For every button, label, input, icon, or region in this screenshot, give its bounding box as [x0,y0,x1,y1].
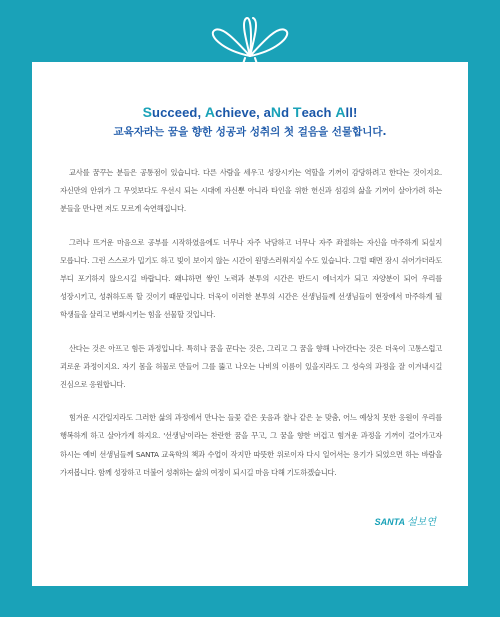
headline-word: d [281,105,293,120]
headline [32,104,468,120]
letter-body [60,164,442,497]
headline-initial: S [142,104,153,120]
letter-card [32,62,468,586]
signature-brand: SANTA [374,517,406,527]
headline-word: each [301,105,336,120]
headline-initial: T [292,104,302,120]
headline-initial: N [270,104,282,120]
signature [375,513,436,528]
signature-name: 설보연 [407,517,436,528]
paragraph: 산다는 것은 아프고 힘든 과정입니다. 특히나 꿈을 꾼다는 것은, 그리고 그 꿈을 향해 나아간다는 것은 더욱이 고통스럽고 괴로운 과정이지요. 자기 몸을 허물로 만들어 그를 뚫고 나오는 나비의 이름이 있을지라도 그 성숙의 과정을 잘 이겨내시길 진심으로 응원합니다. [60,343,442,390]
paragraph: 힘겨운 시간일지라도 그러한 삶의 과정에서 만나는 들꽃 같은 웃음과 찰나 같은 눈 맞춤, 어느 예상치 못한 응원이 우리를 행복하게 하고 살아가게 하지요. '선생님'이라는 찬란한 꿈을 꾸고, 그 꿈을 향한 버겁고 힘겨운 과정을 기꺼이 걸어가고자 하시는 예비 선생님들께 SANTA 교육학의 책과 수업이 작지만 따뜻한 위로이자 다시 일어서는 용기가 되었으면 하는 바람을 가져봅니다. 함께 성장하고 더불어 성취하는 삶의 여정이 되시길 마음 다해 기도하겠습니다. [60,413,442,477]
paragraph: 그러나 뜨거운 마음으로 공부를 시작하였음에도 너무나 자주 낙담하고 너무나 자주 좌절하는 자신을 마주하게 되실지 모릅니다. 그런 스스로가 밉기도 하고 빛이 보이지 않는 시간이 원망스러워지실 수도 있습니다. 그럴 때면 잠시 쉬어가더라도 부디 포기하지 않으시길 바랍니다. 왜냐하면 쌓인 노력과 분투의 시간은 반드시 에너지가 되고 자양분이 되어 우리를 성장시키고, 성취하도록 할 것이기 때문입니다. 더욱이 이러한 분투의 시간은 선생님들께 선생님들이 현장에서 마주하게 될 학생들을 살리고 변화시키는 힘을 선물할 것입니다. [60,237,442,320]
headline-initial: A [204,104,216,120]
headline-word: chieve, a [215,105,271,120]
headline-word: ll! [345,105,358,120]
paragraph: 교사를 꿈꾸는 분들은 공통점이 있습니다. 다른 사람을 세우고 성장시키는 역할을 기꺼이 감당하려고 한다는 것이지요. 자신만의 안위가 그 무엇보다도 우선시 되는 시대에 자신뿐 아니라 타인을 위한 헌신과 섬김의 삶을 기꺼이 살아가려 하는 분들을 만나면 저도 모르게 숙연해집니다. [60,168,442,214]
headline-word: ucceed, [152,105,205,120]
gift-bow-icon [185,6,315,64]
subheadline: 교육자라는 꿈을 향한 성공과 성취의 첫 걸음을 선물합니다. [113,126,387,138]
headline-initial: A [335,104,346,120]
